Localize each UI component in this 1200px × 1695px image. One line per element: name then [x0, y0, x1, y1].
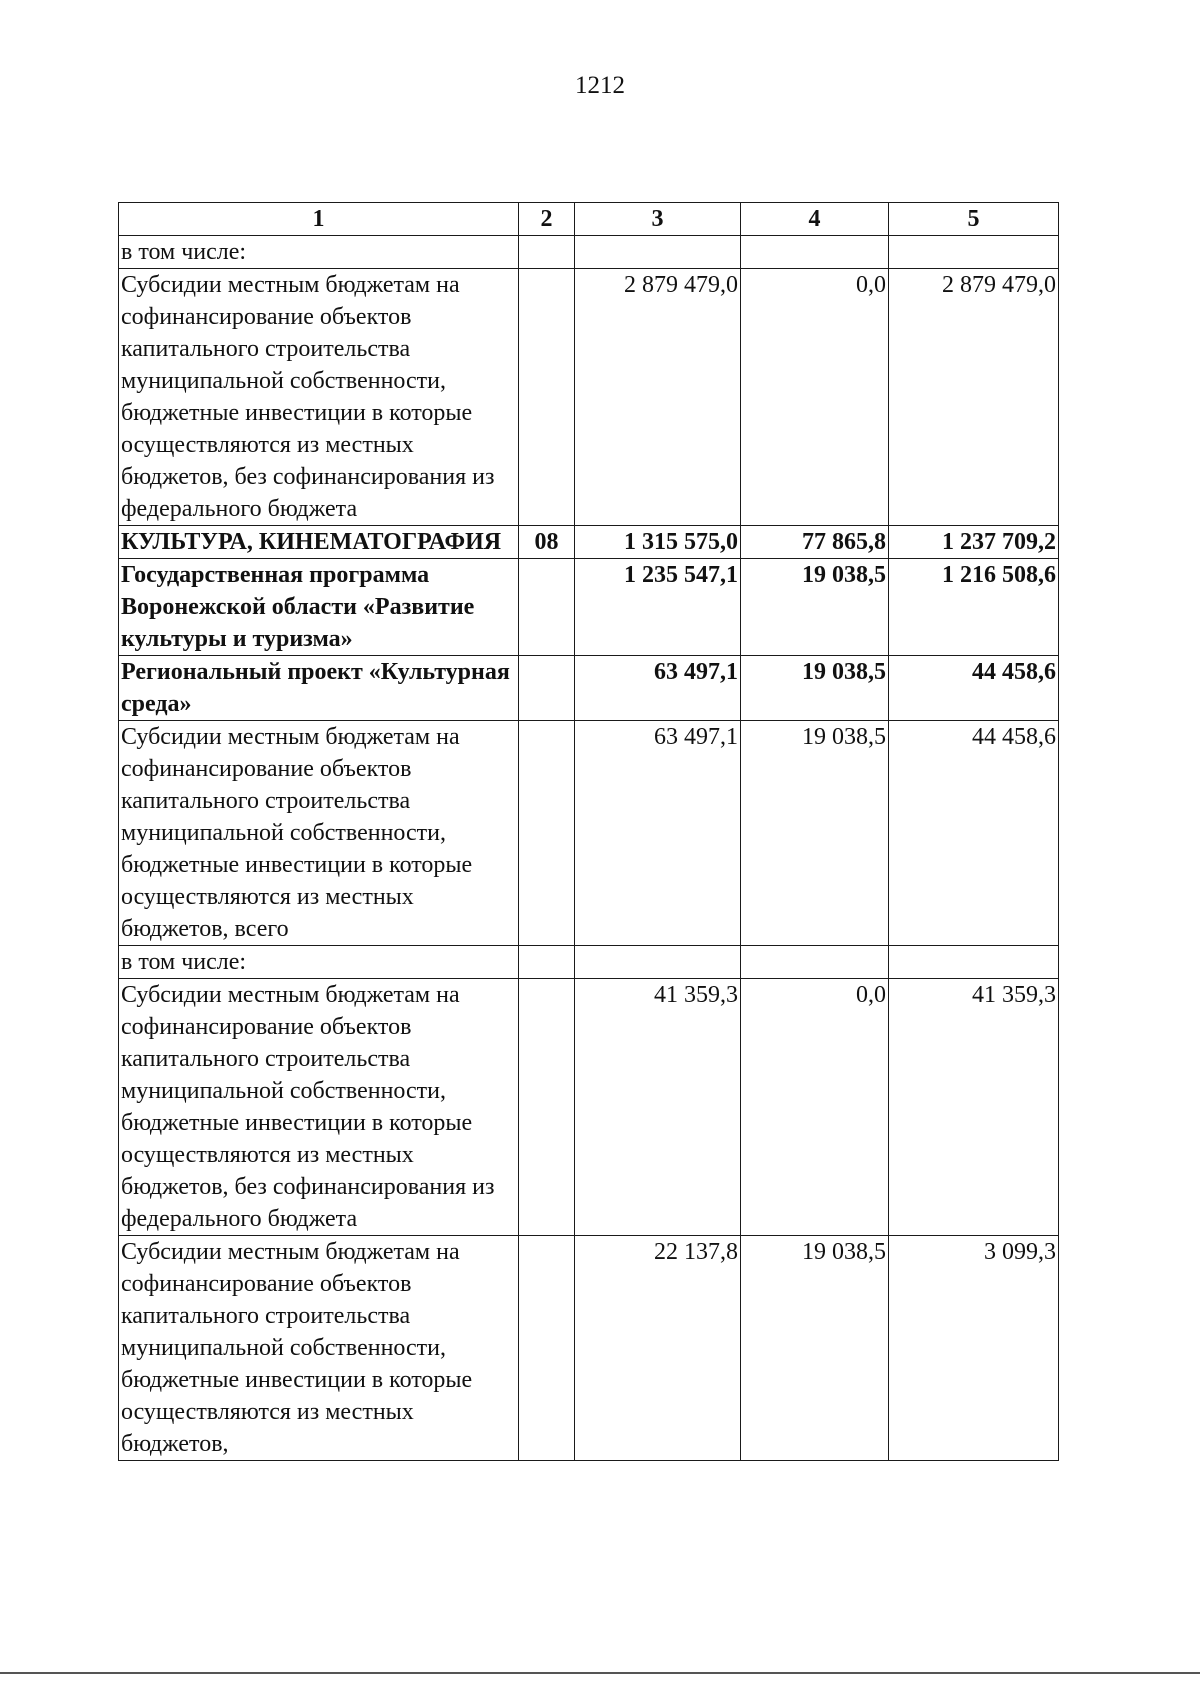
row-col4-cell: 77 865,8 — [741, 526, 889, 559]
row-code-cell — [519, 979, 575, 1236]
table-row — [119, 1236, 1059, 1461]
table-row — [119, 269, 1059, 526]
table-row — [119, 721, 1059, 946]
column-header: 4 — [741, 203, 889, 236]
column-header: 2 — [519, 203, 575, 236]
row-col3-cell — [575, 236, 741, 269]
row-name-cell: в том числе: — [119, 946, 519, 979]
row-name-cell: Субсидии местным бюджетам на софинансирование объектов капитального строительства муниципальной собственности, бюджетные инвестиции в которые осуществляются из местных бюджетов, без софинансирования из федерального бюджета — [119, 979, 519, 1236]
row-code-cell — [519, 946, 575, 979]
row-col3-cell — [575, 946, 741, 979]
table-row — [119, 979, 1059, 1236]
column-header: 1 — [119, 203, 519, 236]
row-name-cell: Субсидии местным бюджетам на софинансирование объектов капитального строительства муниципальной собственности, бюджетные инвестиции в которые осуществляются из местных бюджетов, — [119, 1236, 519, 1461]
row-col5-cell: 41 359,3 — [889, 979, 1059, 1236]
row-code-cell — [519, 1236, 575, 1461]
row-col3-cell: 63 497,1 — [575, 656, 741, 721]
table-row — [119, 946, 1059, 979]
row-col5-cell: 1 237 709,2 — [889, 526, 1059, 559]
row-col3-cell: 22 137,8 — [575, 1236, 741, 1461]
row-col4-cell — [741, 236, 889, 269]
row-col5-cell: 1 216 508,6 — [889, 559, 1059, 656]
row-col4-cell: 19 038,5 — [741, 559, 889, 656]
column-header: 3 — [575, 203, 741, 236]
row-col4-cell: 19 038,5 — [741, 721, 889, 946]
row-name-cell: Государственная программа Воронежской области «Развитие культуры и туризма» — [119, 559, 519, 656]
table-row — [119, 656, 1059, 721]
row-col3-cell: 63 497,1 — [575, 721, 741, 946]
table-row — [119, 236, 1059, 269]
row-name-cell: Субсидии местным бюджетам на софинансирование объектов капитального строительства муниципальной собственности, бюджетные инвестиции в которые осуществляются из местных бюджетов, без софинансирования из федерального бюджета — [119, 269, 519, 526]
row-col4-cell — [741, 946, 889, 979]
row-col3-cell: 2 879 479,0 — [575, 269, 741, 526]
row-col5-cell: 3 099,3 — [889, 1236, 1059, 1461]
row-col3-cell: 41 359,3 — [575, 979, 741, 1236]
row-col3-cell: 1 235 547,1 — [575, 559, 741, 656]
row-name-cell: Региональный проект «Культурная среда» — [119, 656, 519, 721]
row-col4-cell: 19 038,5 — [741, 656, 889, 721]
page-bottom-rule — [0, 1672, 1200, 1674]
row-col5-cell — [889, 236, 1059, 269]
row-col5-cell: 44 458,6 — [889, 721, 1059, 946]
row-code-cell — [519, 721, 575, 946]
row-col4-cell: 0,0 — [741, 269, 889, 526]
row-code-cell: 08 — [519, 526, 575, 559]
row-col4-cell: 0,0 — [741, 979, 889, 1236]
row-name-cell: КУЛЬТУРА, КИНЕМАТОГРАФИЯ — [119, 526, 519, 559]
table-row — [119, 559, 1059, 656]
budget-table — [118, 202, 1059, 1461]
column-header: 5 — [889, 203, 1059, 236]
row-col5-cell — [889, 946, 1059, 979]
row-col5-cell: 44 458,6 — [889, 656, 1059, 721]
row-code-cell — [519, 559, 575, 656]
row-name-cell: Субсидии местным бюджетам на софинансирование объектов капитального строительства муниципальной собственности, бюджетные инвестиции в которые осуществляются из местных бюджетов, всего — [119, 721, 519, 946]
row-name-cell: в том числе: — [119, 236, 519, 269]
row-code-cell — [519, 656, 575, 721]
row-col5-cell: 2 879 479,0 — [889, 269, 1059, 526]
table-row — [119, 526, 1059, 559]
table-header-row — [119, 203, 1059, 236]
row-code-cell — [519, 236, 575, 269]
row-code-cell — [519, 269, 575, 526]
row-col4-cell: 19 038,5 — [741, 1236, 889, 1461]
row-col3-cell: 1 315 575,0 — [575, 526, 741, 559]
page-number: 1212 — [575, 72, 625, 99]
